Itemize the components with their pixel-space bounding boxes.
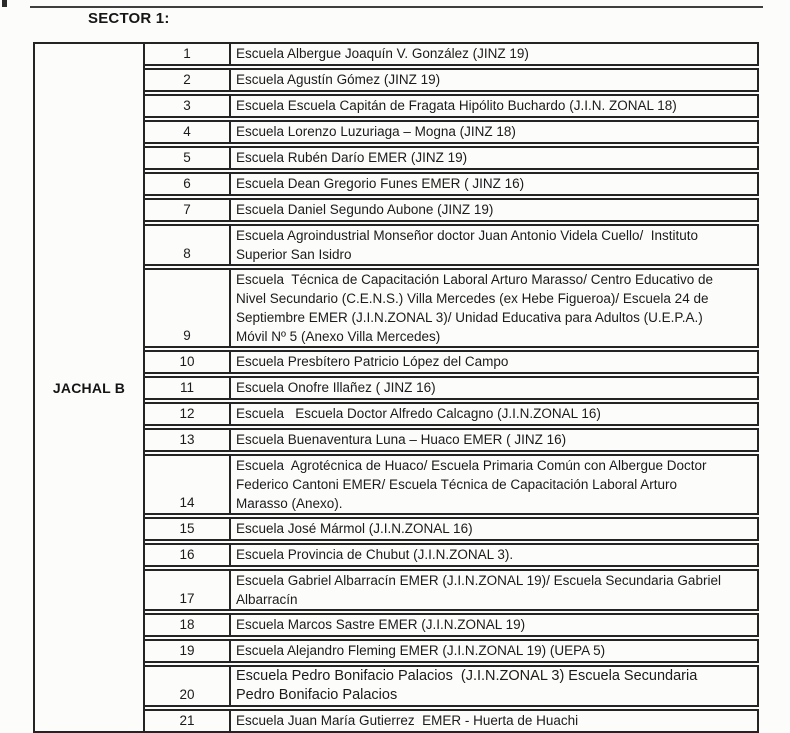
row-number-cell <box>143 120 231 144</box>
sector-cell <box>33 42 145 733</box>
row-number-cell <box>143 543 231 567</box>
row-number: 3 <box>183 98 191 113</box>
school-name-cell <box>229 146 759 170</box>
school-name-cell <box>229 709 759 733</box>
school-name: Escuela José Mármol (J.I.N.ZONAL 16) <box>236 521 473 536</box>
school-name: Escuela Onofre Illañez ( JINZ 16) <box>236 380 436 395</box>
row-number: 19 <box>179 643 195 658</box>
school-name: Escuela Buenaventura Luna – Huaco EMER ( JINZ 16) <box>236 432 567 447</box>
horizontal-rule <box>30 6 763 8</box>
school-name-cell <box>229 172 759 196</box>
table-row <box>143 428 759 452</box>
table-row <box>143 68 759 92</box>
table-row <box>143 376 759 400</box>
school-name-cell <box>229 639 759 663</box>
school-name-cell <box>229 268 759 348</box>
row-number: 7 <box>183 202 191 217</box>
school-name-cell <box>229 68 759 92</box>
school-name-cell <box>229 120 759 144</box>
row-number: 15 <box>179 521 195 536</box>
table-row <box>143 543 759 567</box>
row-number: 16 <box>179 547 195 562</box>
school-name: Escuela Técnica de Capacitación Laboral Arturo Marasso/ Centro Educativo de Nivel Secundario (C.E.N.S.) Villa Mercedes (ex Hebe Figueroa)/ Escuela 24 de Septiembre EMER (J.I.N.ZONAL 3)/ Unidad Educativa para Adultos (U.E.P.A.) Móvil Nº 5 (Anexo Villa Mercedes) <box>236 272 717 344</box>
school-name: Escuela Daniel Segundo Aubone (JINZ 19) <box>236 202 494 217</box>
school-name: Escuela Pedro Bonifacio Palacios (J.I.N.ZONAL 3) Escuela Secundaria Pedro Bonifacio Palacios <box>236 668 702 703</box>
row-number-cell <box>143 665 231 707</box>
table-row <box>143 268 759 348</box>
table-row <box>143 172 759 196</box>
school-name: Escuela Juan María Gutierrez EMER - Huerta de Huachi <box>236 713 579 728</box>
school-name-cell <box>229 665 759 707</box>
school-name: Escuela Agustín Gómez (JINZ 19) <box>236 72 441 87</box>
table-row <box>143 350 759 374</box>
row-number-cell <box>143 94 231 118</box>
row-number-cell <box>143 376 231 400</box>
table-row <box>143 709 759 733</box>
table-row <box>143 198 759 222</box>
table-row <box>143 402 759 426</box>
row-number-cell <box>143 613 231 637</box>
row-number-cell <box>143 224 231 266</box>
row-number: 18 <box>179 617 195 632</box>
row-number: 4 <box>183 124 191 139</box>
school-name-cell <box>229 198 759 222</box>
table-row <box>143 569 759 611</box>
row-number-cell <box>143 42 231 66</box>
row-number-cell <box>143 172 231 196</box>
table-row <box>143 146 759 170</box>
school-name: Escuela Agrotécnica de Huaco/ Escuela Primaria Común con Albergue Doctor Federico Cantoni EMER/ Escuela Técnica de Capacitación Laboral Arturo Marasso (Anexo). <box>236 458 711 511</box>
table-row <box>143 224 759 266</box>
table-row <box>143 120 759 144</box>
school-name: Escuela Marcos Sastre EMER (J.I.N.ZONAL 19) <box>236 617 526 632</box>
row-number-cell <box>143 428 231 452</box>
row-number-cell <box>143 402 231 426</box>
table-rows <box>143 42 759 733</box>
table-row <box>143 639 759 663</box>
row-number-cell <box>143 454 231 515</box>
row-number: 5 <box>183 150 191 165</box>
school-name-cell <box>229 376 759 400</box>
row-number: 14 <box>179 495 195 510</box>
table-row <box>143 42 759 66</box>
school-name-cell <box>229 42 759 66</box>
row-number: 20 <box>179 687 195 702</box>
row-number: 2 <box>183 72 191 87</box>
sector-label: JACHAL B <box>52 379 126 396</box>
row-number: 21 <box>179 713 195 728</box>
school-name: Escuela Agroindustrial Monseñor doctor Juan Antonio Videla Cuello/ Instituto Superior San Isidro <box>236 228 702 262</box>
row-number: 10 <box>179 354 195 369</box>
table-row <box>143 517 759 541</box>
school-name: Escuela Escuela Doctor Alfredo Calcagno (J.I.N.ZONAL 16) <box>236 406 601 421</box>
school-name: Escuela Albergue Joaquín V. González (JINZ 19) <box>236 46 529 61</box>
school-name: Escuela Escuela Capitán de Fragata Hipólito Buchardo (J.I.N. ZONAL 18) <box>236 98 677 113</box>
row-number-cell <box>143 198 231 222</box>
school-name-cell <box>229 94 759 118</box>
section-heading: SECTOR 1: <box>88 10 170 27</box>
school-name-cell <box>229 543 759 567</box>
school-name-cell <box>229 402 759 426</box>
scan-corner-mark <box>2 0 7 7</box>
row-number-cell <box>143 146 231 170</box>
row-number-cell <box>143 350 231 374</box>
school-name-cell <box>229 613 759 637</box>
row-number: 1 <box>183 46 191 61</box>
row-number: 6 <box>183 176 191 191</box>
schools-table <box>33 42 759 733</box>
school-name: Escuela Gabriel Albarracín EMER (J.I.N.ZONAL 19)/ Escuela Secundaria Gabriel Albarracín <box>236 573 724 607</box>
row-number-cell <box>143 569 231 611</box>
row-number: 17 <box>179 591 195 606</box>
school-name-cell <box>229 428 759 452</box>
row-number: 8 <box>183 246 191 261</box>
school-name: Escuela Rubén Darío EMER (JINZ 19) <box>236 150 468 165</box>
school-name: Escuela Provincia de Chubut (J.I.N.ZONAL 3). <box>236 547 514 562</box>
row-number-cell <box>143 68 231 92</box>
row-number: 11 <box>179 380 194 395</box>
school-name: Escuela Dean Gregorio Funes EMER ( JINZ 16) <box>236 176 525 191</box>
row-number: 13 <box>179 432 195 447</box>
school-name-cell <box>229 224 759 266</box>
school-name-cell <box>229 569 759 611</box>
row-number-cell <box>143 709 231 733</box>
row-number-cell <box>143 639 231 663</box>
school-name-cell <box>229 454 759 515</box>
row-number-cell <box>143 268 231 348</box>
table-row <box>143 665 759 707</box>
school-name-cell <box>229 350 759 374</box>
school-name: Escuela Alejandro Fleming EMER (J.I.N.ZONAL 19) (UEPA 5) <box>236 643 606 658</box>
table-row <box>143 613 759 637</box>
table-row <box>143 454 759 515</box>
row-number: 12 <box>179 406 195 421</box>
row-number: 9 <box>183 328 191 343</box>
school-name-cell <box>229 517 759 541</box>
school-name: Escuela Lorenzo Luzuriaga – Mogna (JINZ 18) <box>236 124 516 139</box>
school-name: Escuela Presbítero Patricio López del Campo <box>236 354 509 369</box>
table-row <box>143 94 759 118</box>
row-number-cell <box>143 517 231 541</box>
